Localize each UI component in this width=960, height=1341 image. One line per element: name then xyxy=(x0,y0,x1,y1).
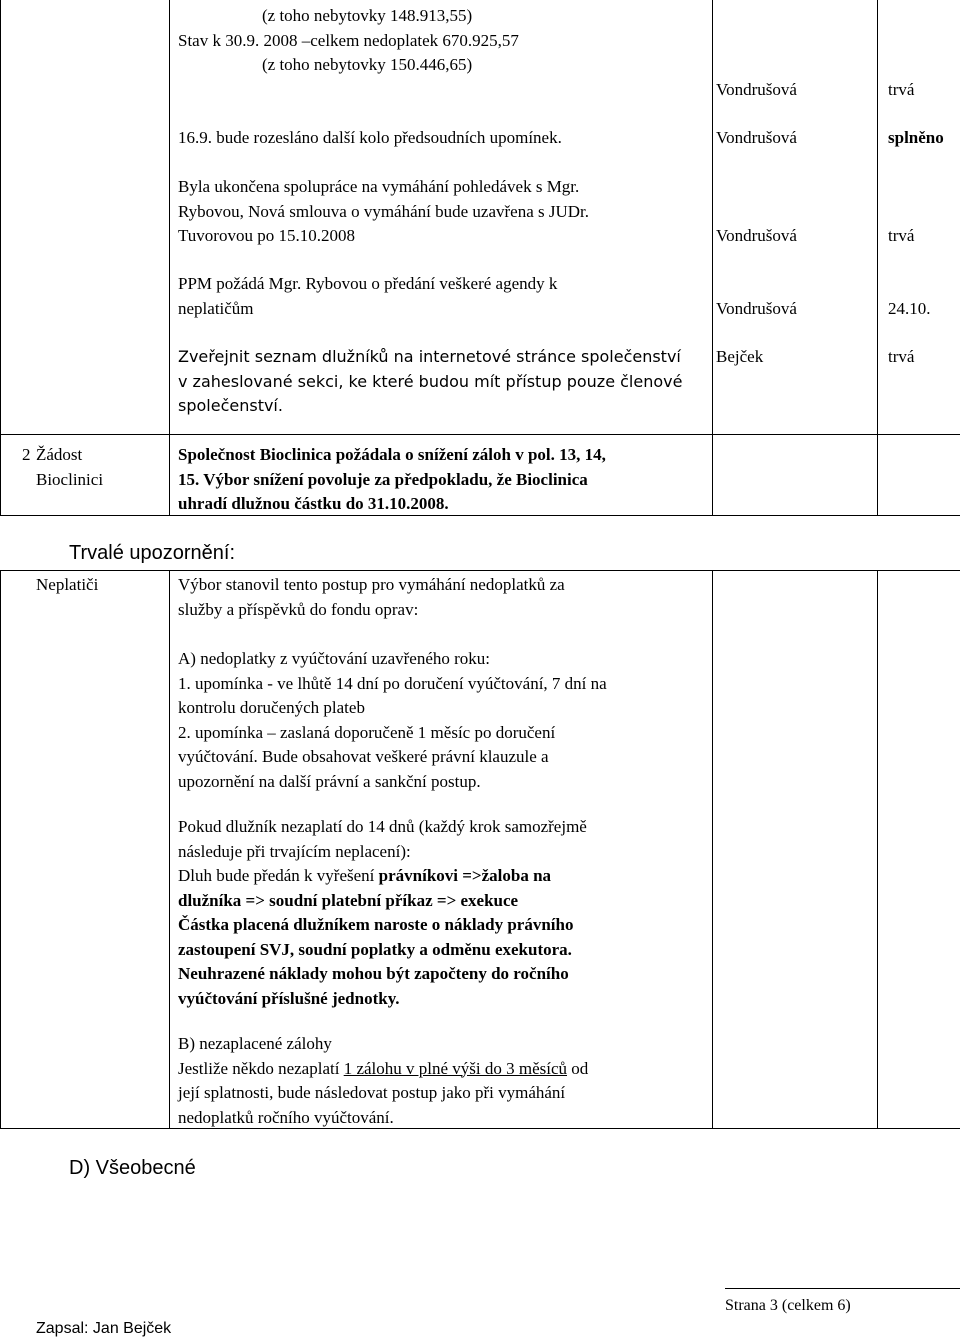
section-a: A) nedoplatky z vyúčtování uzavřeného roku: 1. upomínka - ve lhůtě 14 dní po doručení vyúčtování, 7 dní na kontrolu doručených plateb 2. upomínka – zaslaná doporučeně 1 měsíc po doručení vyúčtování. Bude obsahovat veškeré právní klauzule a upozornění na další právní a sankční postup. xyxy=(178,649,607,791)
row-2-responsible: Vondrušová xyxy=(716,128,797,147)
item-2-topic: Žádost Bioclinici xyxy=(36,445,104,489)
footer-page-number: Strana 3 (celkem 6) xyxy=(725,1297,851,1314)
table-left-border xyxy=(0,0,1,516)
row-2-status: splněno xyxy=(888,128,944,147)
row-5-responsible: Bejček xyxy=(716,347,764,366)
item-2-number: 2 xyxy=(22,445,31,464)
table-row-divider xyxy=(0,434,960,435)
section-b: B) nezaplacené zálohy Jestliže někdo nezaplatí 1 zálohu v plné výši do 3 měsíců od její splatnosti, bude následovat postup jako při vymáhání nedoplatků ročního vyúčtování. xyxy=(178,1034,589,1127)
row-5-status: trvá xyxy=(888,347,915,366)
row-1-responsible: Vondrušová xyxy=(716,80,797,99)
row-1-text: (z toho nebytovky 148.913,55) Stav k 30.9. 2008 –celkem nedoplatek 670.925,57 (z toho nebytovky 150.446,65) xyxy=(178,6,519,74)
row-1-status: trvá xyxy=(888,80,915,99)
row-5-text: Zveřejnit seznam dlužníků na internetové stránce společenství v zaheslované sekci, ke které budou mít přístup pouze členové společenství. xyxy=(178,347,683,415)
row-3-text: Byla ukončena spolupráce na vymáhání pohledávek s Mgr. Rybovou, Nová smlouva o vymáhání bude uzavřena s JUDr. Tuvorovou po 15.10.2008 xyxy=(178,177,590,245)
table-col-divider-3 xyxy=(877,0,878,516)
row-2-text: 16.9. bude rozesláno další kolo předsoudních upomínek. xyxy=(178,128,562,147)
general-heading: D) Všeobecné xyxy=(69,1157,196,1179)
row-4-status: 24.10. xyxy=(888,299,931,318)
table2-left-border xyxy=(0,570,1,1129)
footer-page-divider xyxy=(725,1288,960,1289)
permanent-intro: Výbor stanovil tento postup pro vymáhání nedoplatků za služby a příspěvků do fondu oprav: xyxy=(178,575,565,619)
row-4-text: PPM požádá Mgr. Rybovou o předání veškeré agendy k neplatičům xyxy=(178,274,558,318)
row-3-responsible: Vondrušová xyxy=(716,226,797,245)
table-col-divider-1 xyxy=(169,0,170,516)
permanent-notice-heading: Trvalé upozornění: xyxy=(69,542,236,564)
row-4-responsible: Vondrušová xyxy=(716,299,797,318)
table2-col-divider-3 xyxy=(877,570,878,1129)
footer-author: Zapsal: Jan Bejček xyxy=(36,1320,172,1337)
table2-col-divider-1 xyxy=(169,570,170,1129)
table-col-divider-2 xyxy=(712,0,713,516)
table2-top-border xyxy=(0,570,960,571)
table2-col-divider-2 xyxy=(712,570,713,1129)
item-2-text: Společnost Bioclinica požádala o snížení záloh v pol. 13, 14, 15. Výbor snížení povoluje za předpokladu, že Bioclinica uhradí dlužnou částku do 31.10.2008. xyxy=(178,445,606,513)
permanent-topic: Neplatiči xyxy=(36,575,99,594)
row-3-status: trvá xyxy=(888,226,915,245)
debtor-procedure: Pokud dlužník nezaplatí do 14 dnů (každý krok samozřejmě následuje při trvajícím neplacení): Dluh bude předán k vyřešení právníkovi =>žaloba na dlužníka => soudní platební příkaz => exekuce Částka placená dlužníkem naroste o náklady právního zastoupení SVJ, soudní poplatky a odměnu exekutora. Neuhrazené náklady mohou být započteny do ročního vyúčtování příslušné jednotky. xyxy=(178,817,587,1008)
